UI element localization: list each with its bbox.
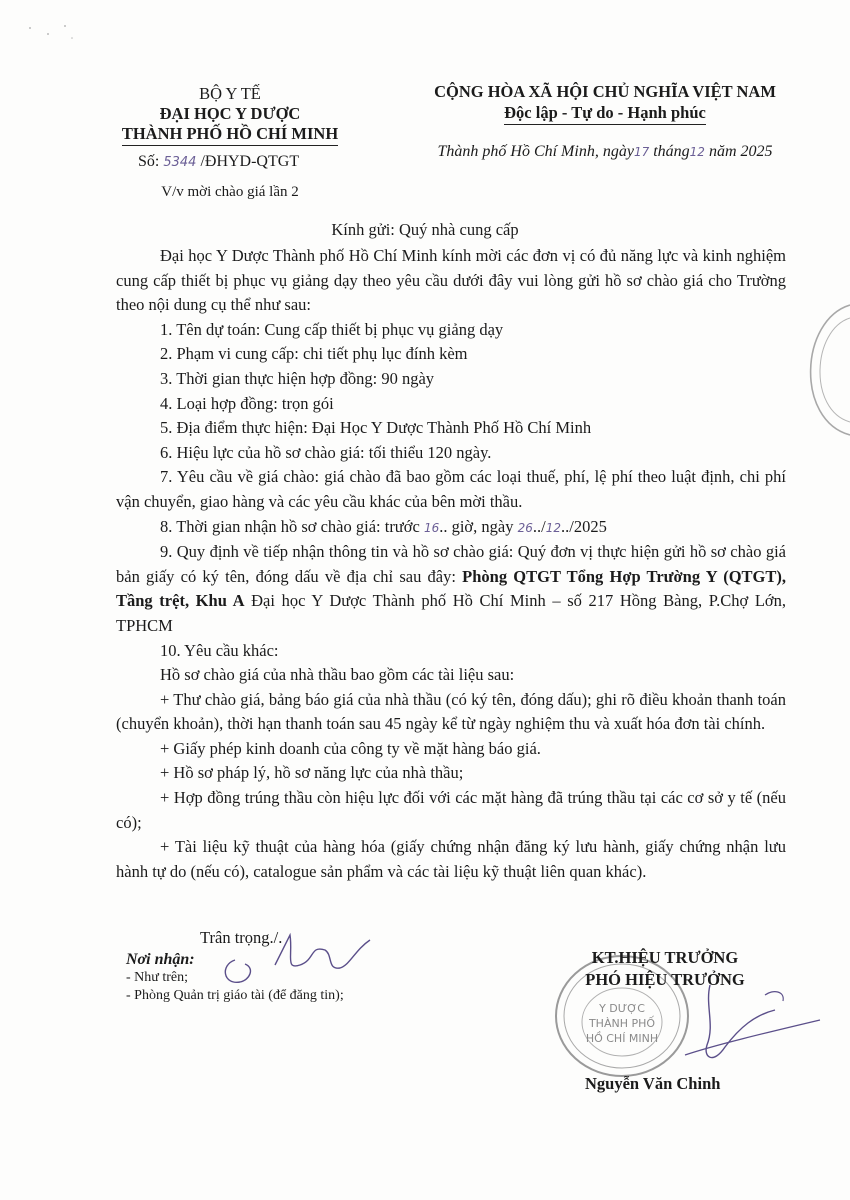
intro-paragraph: Đại học Y Dược Thành phố Hồ Chí Minh kính mời các đơn vị có đủ năng lực và kinh nghiệm cung cấp thiết bị phục vụ giảng dạy theo yêu cầu dưới đây vui lòng gửi hồ sơ chào giá cho Trường theo nội dung cụ thể như sau: [116,246,786,315]
doc-number-handwritten: 5344 [163,155,197,170]
signer-name: Nguyễn Văn Chinh [585,1074,721,1093]
issuer-block [110,84,350,202]
item-2: 2. Phạm vi cung cấp: chi tiết phụ lục đính kèm [160,344,468,364]
university-name: ĐẠI HỌC Y DƯỢC [159,104,301,123]
document-number [110,152,350,173]
item-8-suffix: ../2025 [561,516,607,536]
item-8 [116,515,786,541]
country-name: CỘNG HÒA XÃ HỘI CHỦ NGHĨA VIỆT NAM [434,82,776,101]
recipients-title: Nơi nhận: [126,951,195,968]
doc-number-suffix: /ĐHYD-QTGT [196,153,300,170]
scan-artifact [20,20,90,50]
item-3: 3. Thời gian thực hiện hợp đồng: 90 ngày [160,368,435,388]
seal-text-1: Y DƯỢC [599,1002,645,1015]
side-seal-fragment [790,300,850,440]
item-10-intro: Hồ sơ chào giá của nhà thầu bao gồm các tài liệu sau: [160,665,515,685]
item-9 [116,540,786,638]
item-5: 5. Địa điểm thực hiện: Đại Học Y Dược Thành Phố Hồ Chí Minh [160,418,592,438]
sub-item-2: + Giấy phép kinh doanh của công ty về mặt hàng báo giá. [160,738,541,758]
recipient-2: - Phòng Quản trị giáo tài (để đăng tin); [126,988,344,1003]
date-suffix: năm 2025 [704,143,773,160]
university-city: THÀNH PHỐ HỒ CHÍ MINH [122,124,338,146]
letter-body [116,244,786,884]
document-subject: V/v mời chào giá lần 2 [161,184,299,200]
document-date [400,141,810,163]
ministry-name: BỘ Y TẾ [199,84,261,103]
item-10: 10. Yêu cầu khác: [160,640,279,660]
salutation: Kính gửi: Quý nhà cung cấp [331,220,519,239]
item-4: 4. Loại hợp đồng: trọn gói [160,393,334,413]
seal-text-3: HỒ CHÍ MINH [585,1032,659,1045]
date-month: 12 [689,145,705,159]
sub-item-3: + Hồ sơ pháp lý, hồ sơ năng lực của nhà thầu; [160,763,464,783]
item-8-hour: 16 [423,520,440,535]
item-8-day: 26 [517,520,533,535]
initial-signature [215,920,385,990]
sub-item-5: + Tài liệu kỹ thuật của hàng hóa (giấy chứng nhận đăng ký lưu hành, giấy chứng nhận lưu hành tự do (nếu có), catalogue sản phẩm và các tài liệu kỹ thuật liên quan khác). [116,837,786,881]
item-6: 6. Hiệu lực của hồ sơ chào giá: tối thiểu 120 ngày. [160,442,492,462]
item-7: 7. Yêu cầu về giá chào: giá chào đã bao gồm các loại thuế, phí, lệ phí theo luật định, chi phí vận chuyển, giao hàng và các yêu cầu khác của bên mời thầu. [116,467,786,511]
date-day: 17 [633,145,650,159]
national-header [400,81,810,163]
item-8-mid: .. giờ, ngày [439,516,518,536]
item-9-address-bold: Phòng QTGT Tổng Hợp Trường Y (QTGT), Tầng trệt, Khu A [116,566,787,611]
sub-item-4: + Hợp đồng trúng thầu còn hiệu lực đối với các mặt hàng đã trúng thầu tại các cơ sở y tế (nếu có); [116,788,786,832]
closing-phrase: Trân trọng./. [200,928,283,947]
sub-item-1: + Thư chào giá, bảng báo giá của nhà thầu (có ký tên, đóng dấu); ghi rõ điều khoản thanh toán (chuyển khoản), thời hạn thanh toán sau 45 ngày kể từ ngày nghiệm thu và xuất hóa đơn tài chính. [116,689,786,734]
national-motto: Độc lập - Tự do - Hạnh phúc [504,102,706,125]
item-9-suffix: Đại học Y Dược Thành phố Hồ Chí Minh – số 217 Hồng Bàng, P.Chợ Lớn, TPHCM [116,591,786,635]
date-mid: tháng [649,143,690,160]
item-9-prefix: 9. Quy định về tiếp nhận thông tin và hồ sơ chào giá: Quý đơn vị thực hiện gửi hồ sơ chào giá bản giấy có ký tên, đóng dấu về địa chỉ sau đây: [116,542,786,586]
signer-title-2: PHÓ HIỆU TRƯỞNG [585,970,745,989]
item-8-month: 12 [545,520,562,535]
item-1: 1. Tên dự toán: Cung cấp thiết bị phục vụ giảng dạy [160,319,504,339]
item-8-sep: ../ [532,516,546,536]
signer-title-1: KT.HIỆU TRƯỞNG [591,948,739,967]
doc-number-prefix: Số: [138,153,164,170]
director-signature [615,975,825,1085]
recipient-1: - Như trên; [126,970,189,985]
seal-text-2: THÀNH PHỐ [588,1017,656,1030]
item-8-prefix: 8. Thời gian nhận hồ sơ chào giá: trước [160,516,424,536]
date-prefix: Thành phố Hồ Chí Minh, ngày [437,143,634,160]
